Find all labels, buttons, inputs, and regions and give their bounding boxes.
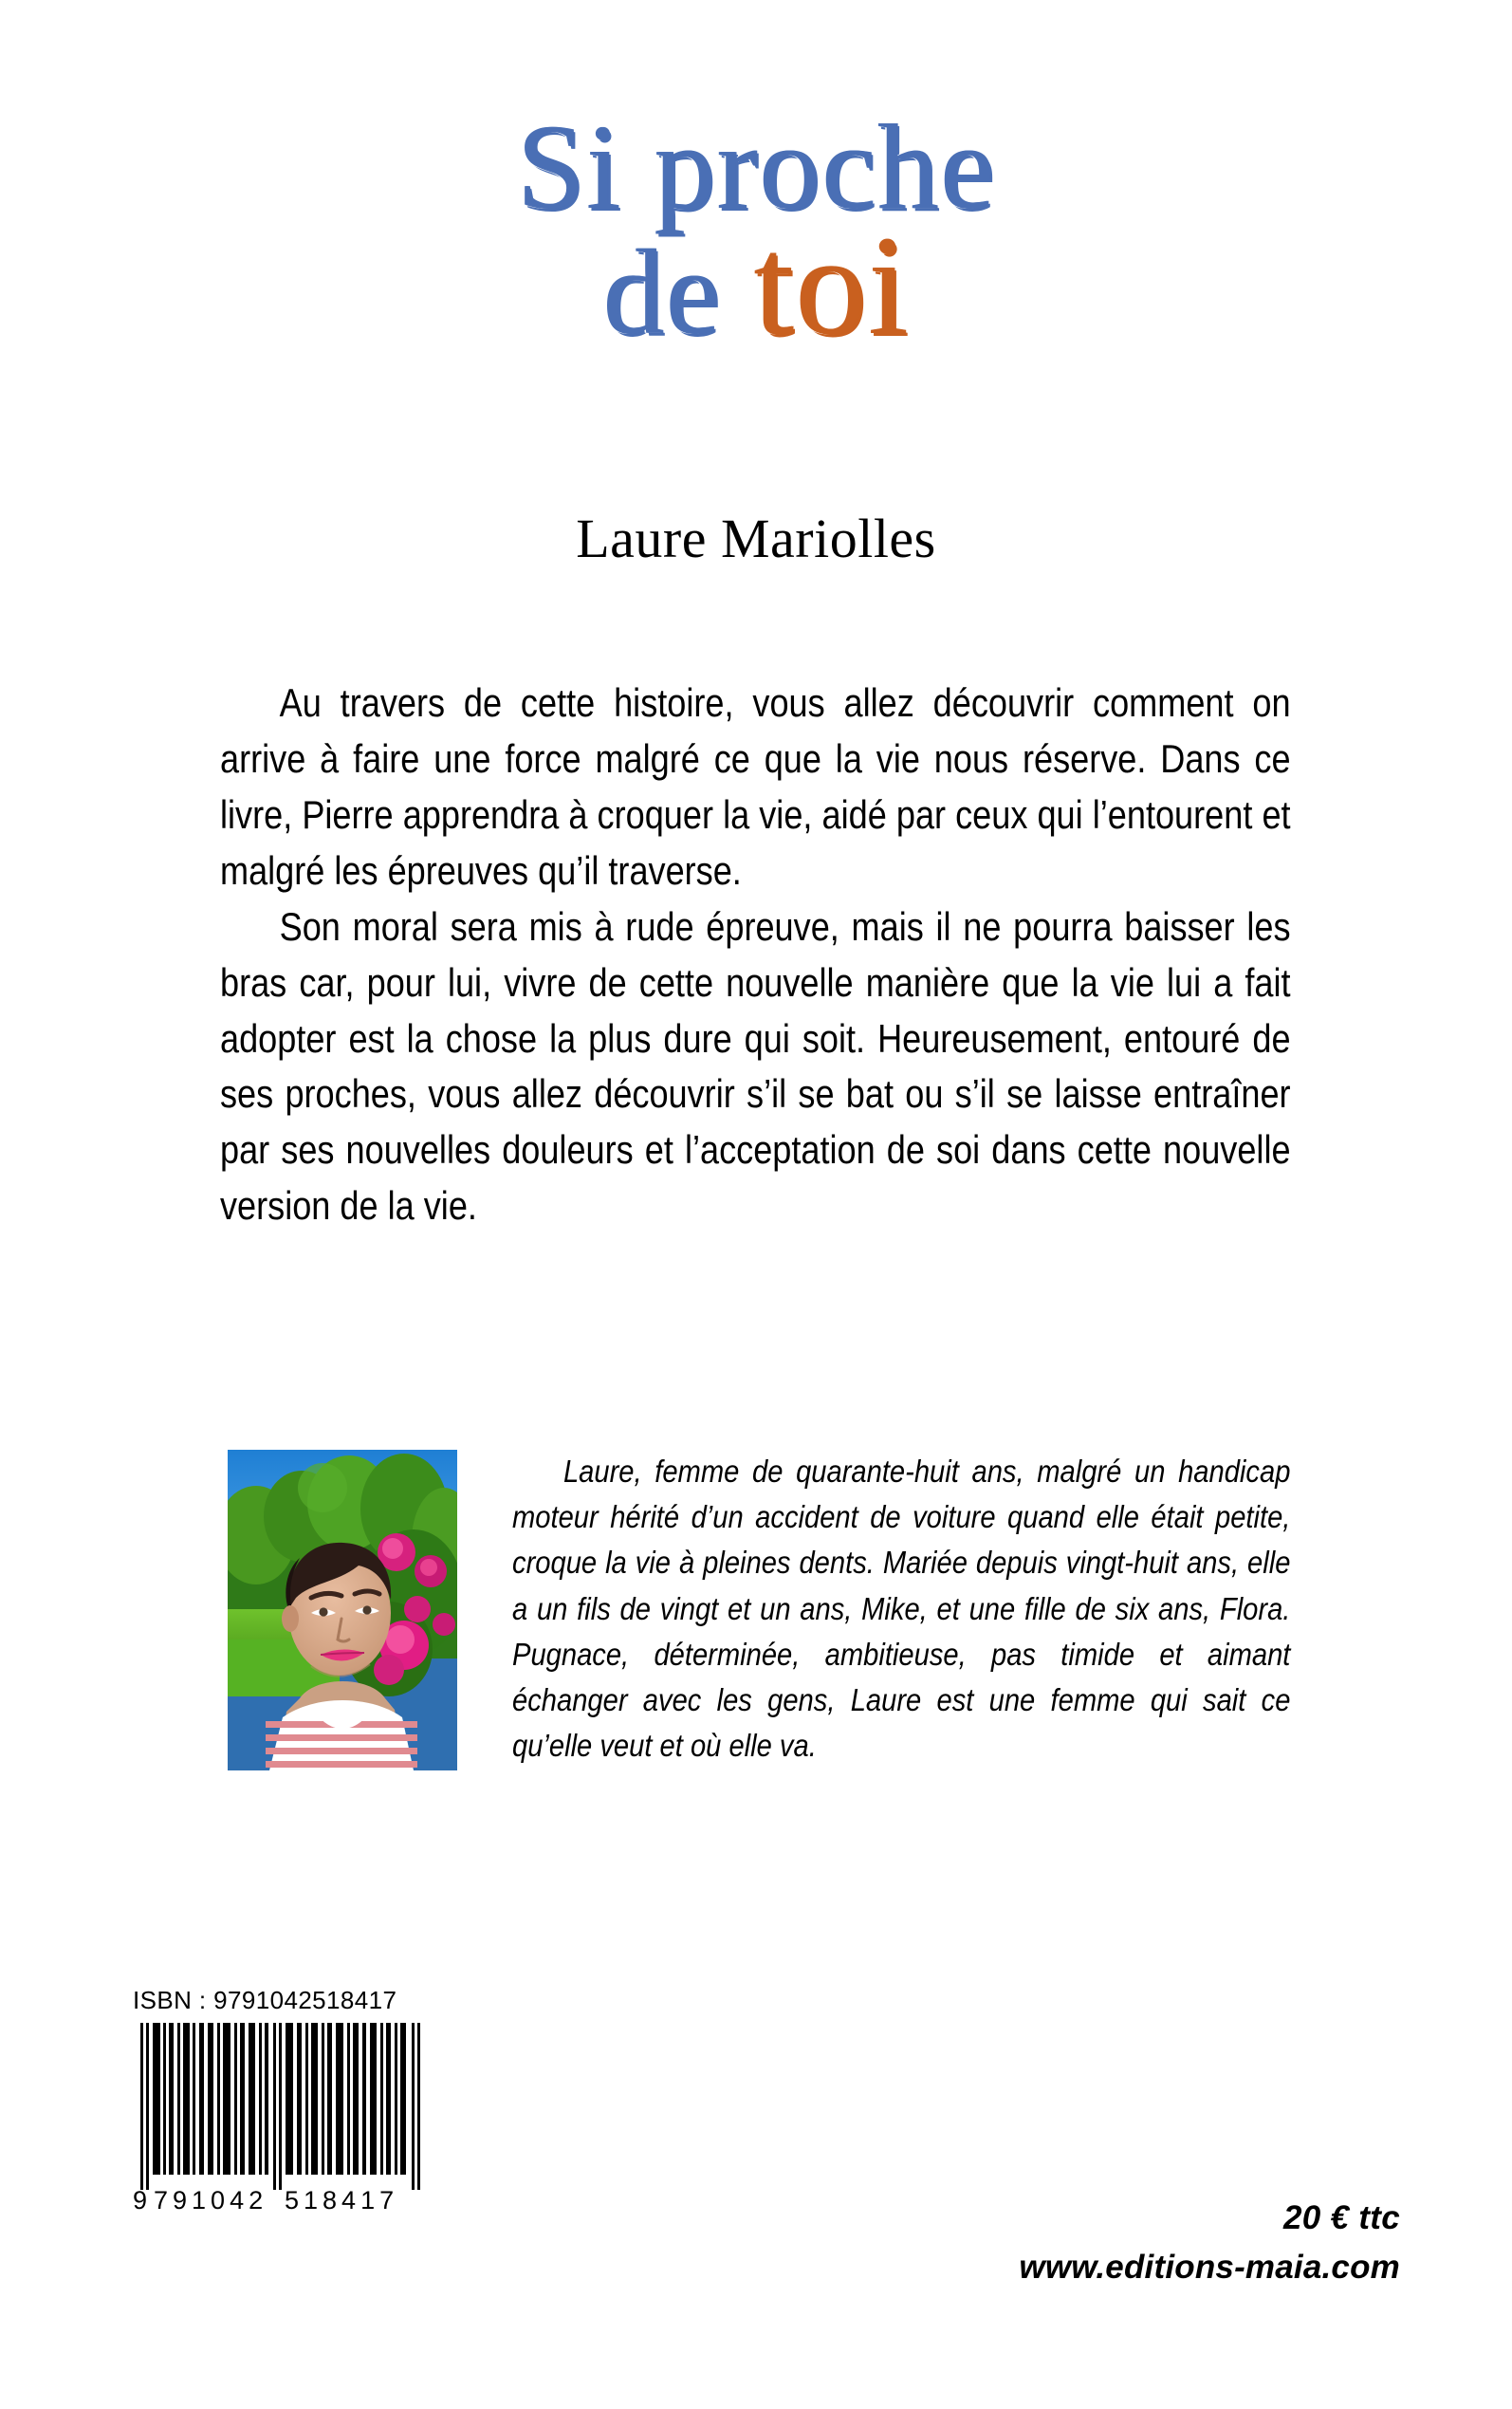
author-bio-text [512,1450,1290,1770]
title-word-toi: toi [753,206,910,364]
bio-paragraph: Laure, femme de quarante-huit ans, malgré un handicap moteur hérité d’un accident de voiture quand elle était petite, croque la vie à pleines dents. Mariée depuis vingt-huit ans, elle a un fils de vingt et un ans, Mike, et une fille de six ans, Flora. Pugnace, déterminée, ambitieuse, pas timide et aimant échanger avec les gens, Laure est une femme qui sait ce qu’elle veut et où elle va. [512,1455,1291,1765]
book-title [0,100,1512,364]
blurb-paragraph-2: Son moral sera mis à rude épreuve, mais il ne pourra baisser les bras car, pour lui, vivre de cette nouvelle manière que la vie lui a fait adopter est la chose la plus dure qui soit. Heureusement, entouré de ses proches, vous allez découvrir s’il se bat ou s’il se laisse entraîner par ses nouvelles douleurs et l’acceptation de soi dans cette nouvelle version de la vie. [220,903,1291,1229]
isbn-barcode [133,2023,436,2213]
title-line-1: Si proche [516,100,996,234]
isbn-block [133,1986,446,2213]
title-line-2 [0,206,1512,364]
author-name: Laure Mariolles [576,508,936,569]
author-bio-section [228,1450,1290,1770]
barcode-digits-mid: 791042 [154,2186,268,2213]
book-blurb [220,676,1290,1234]
price-label: 20 € ttc [1282,2199,1400,2236]
publisher-website[interactable]: www.editions-maia.com [1019,2249,1400,2286]
author-photo [228,1450,457,1770]
barcode-digits-right: 518417 [285,2186,399,2213]
barcode-digit-left: 9 [133,2186,148,2213]
isbn-label: ISBN : 9791042518417 [133,1986,397,2014]
publisher-info [1019,2199,1400,2287]
blurb-paragraph-1: Au travers de cette histoire, vous allez découvrir comment on arrive à faire une force malgré ce que la vie nous réserve. Dans ce livre, Pierre apprendra à croquer la vie, aidé par ceux qui l’entourent et malgré les épreuves qu’il traverse. [220,680,1291,893]
title-word-de: de [602,224,754,360]
